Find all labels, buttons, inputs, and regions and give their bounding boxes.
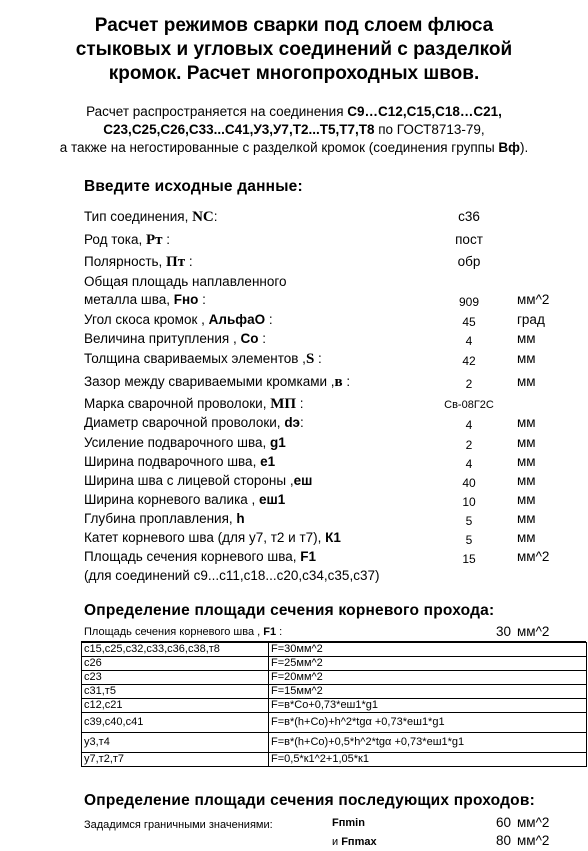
param-unit: мм	[517, 530, 536, 545]
limits-intro: Зададимся граничными значениями:	[84, 819, 273, 831]
root-area-label: Площадь сечения корневого шва , F1 :	[84, 626, 283, 638]
fmin-label: Fпmin	[332, 817, 365, 829]
input-heading: Введите исходные данные:	[84, 178, 303, 195]
joint-types-cell: с23	[82, 671, 269, 685]
param-label: Катет корневого шва (для у7, т2 и т7), К1	[84, 530, 341, 545]
table-row	[82, 685, 587, 699]
joint-types-cell: с26	[82, 657, 269, 671]
formula-cell: F=в*(h+Со)+0,5*h^2*tgα +0,73*еш1*g1	[269, 733, 587, 753]
joint-types-cell: у3,т4	[82, 733, 269, 753]
param-label: Тип соединения, NC:	[84, 209, 218, 225]
title-line-1: Расчет режимов сварки под слоем флюса	[94, 15, 494, 36]
param-unit: мм	[517, 492, 536, 507]
param-label: Марка сварочной проволоки, МП :	[84, 396, 304, 412]
param-label: Общая площадь наплавленного	[84, 274, 287, 289]
table-row	[82, 713, 587, 733]
intro-joints: С23,С25,С26,С33...С41,У3,У7,Т2...Т5,Т7,Т8	[103, 122, 375, 137]
intro-paragraph	[0, 103, 588, 157]
param-unit: мм	[517, 454, 536, 469]
param-label: Зазор между свариваемыми кромками ,в :	[84, 374, 351, 390]
joint-types-cell: у7,т2,т7	[82, 753, 269, 767]
formula-cell: F=в*Со+0,73*еш1*g1	[269, 699, 587, 713]
param-label: Площадь сечения корневого шва, F1	[84, 549, 317, 564]
intro-text: а также на негостированные с разделкой кромок (соединения группы	[59, 140, 499, 155]
next-heading: Определение площади сечения последующих проходов:	[84, 792, 535, 809]
param-unit: мм^2	[517, 549, 550, 564]
param-label: Полярность, Пт :	[84, 254, 193, 270]
param-label: Ширина корневого валика , еш1	[84, 492, 286, 507]
fmin-value: 60	[496, 815, 512, 830]
formula-table	[81, 642, 587, 767]
title-line-2: стыковых и угловых соединений с разделкой	[75, 39, 513, 60]
joint-types-cell: с31,т5	[82, 685, 269, 699]
param-unit: мм	[517, 331, 536, 346]
param-label: (для соединений с9...с11,с18...с20,с34,с35,с37)	[84, 568, 380, 583]
formula-cell: F=15мм^2	[269, 685, 587, 699]
table-row	[82, 699, 587, 713]
param-unit: мм	[517, 351, 536, 366]
table-row	[82, 643, 587, 657]
intro-text: Расчет распространяется на соединения	[86, 104, 348, 119]
formula-cell: F=25мм^2	[269, 657, 587, 671]
table-row	[82, 753, 587, 767]
fmin-unit: мм^2	[517, 815, 550, 830]
fmax-unit: мм^2	[517, 833, 550, 848]
root-area-unit: мм^2	[517, 624, 550, 639]
intro-text: ).	[519, 140, 529, 155]
formula-cell: F=20мм^2	[269, 671, 587, 685]
formula-cell: F=30мм^2	[269, 643, 587, 657]
param-label: Толщина свариваемых элементов ,S :	[84, 351, 322, 367]
formula-cell: F=0,5*к1^2+1,05*к1	[269, 753, 587, 767]
formula-cell: F=в*(h+Со)+h^2*tgα +0,73*еш1*g1	[269, 713, 587, 733]
joint-types-cell: с15,с25,с32,с33,с36,с38,т8	[82, 643, 269, 657]
page-title	[0, 14, 588, 86]
fmax-label: и Fпmax	[332, 836, 377, 848]
table-row	[82, 671, 587, 685]
param-unit: мм	[517, 415, 536, 430]
param-unit: мм	[517, 473, 536, 488]
param-unit: мм	[517, 435, 536, 450]
param-label: Ширина шва с лицевой стороны ,еш	[84, 473, 313, 488]
fmax-value: 80	[496, 833, 512, 848]
param-unit: град	[517, 312, 545, 327]
param-label: металла шва, Fно :	[84, 292, 206, 307]
param-unit: мм	[517, 511, 536, 526]
param-label: Род тока, Рт :	[84, 232, 171, 248]
param-label: Ширина подварочного шва, е1	[84, 454, 276, 469]
joint-types-cell: с12,с21	[82, 699, 269, 713]
table-row	[82, 657, 587, 671]
joint-types-cell: с39,с40,с41	[82, 713, 269, 733]
root-area-value: 30	[496, 624, 512, 639]
title-line-3: кромок. Расчет многопроходных швов.	[108, 63, 480, 84]
root-heading: Определение площади сечения корневого прохода:	[84, 602, 495, 619]
param-label: Угол скоса кромок , АльфаО :	[84, 312, 273, 327]
param-label: Величина притупления , Со :	[84, 331, 266, 346]
param-label: Глубина проплавления, h	[84, 511, 245, 526]
param-unit: мм^2	[517, 292, 550, 307]
table-row	[82, 733, 587, 753]
intro-text: по ГОСТ8713-79,	[374, 122, 485, 137]
param-label: Диаметр сварочной проволоки, dэ:	[84, 415, 304, 430]
intro-group: Вф	[498, 140, 520, 155]
param-unit: мм	[517, 374, 536, 389]
intro-joints: С9…С12,С15,С18…С21,	[347, 104, 502, 119]
param-label: Усиление подварочного шва, g1	[84, 435, 286, 450]
